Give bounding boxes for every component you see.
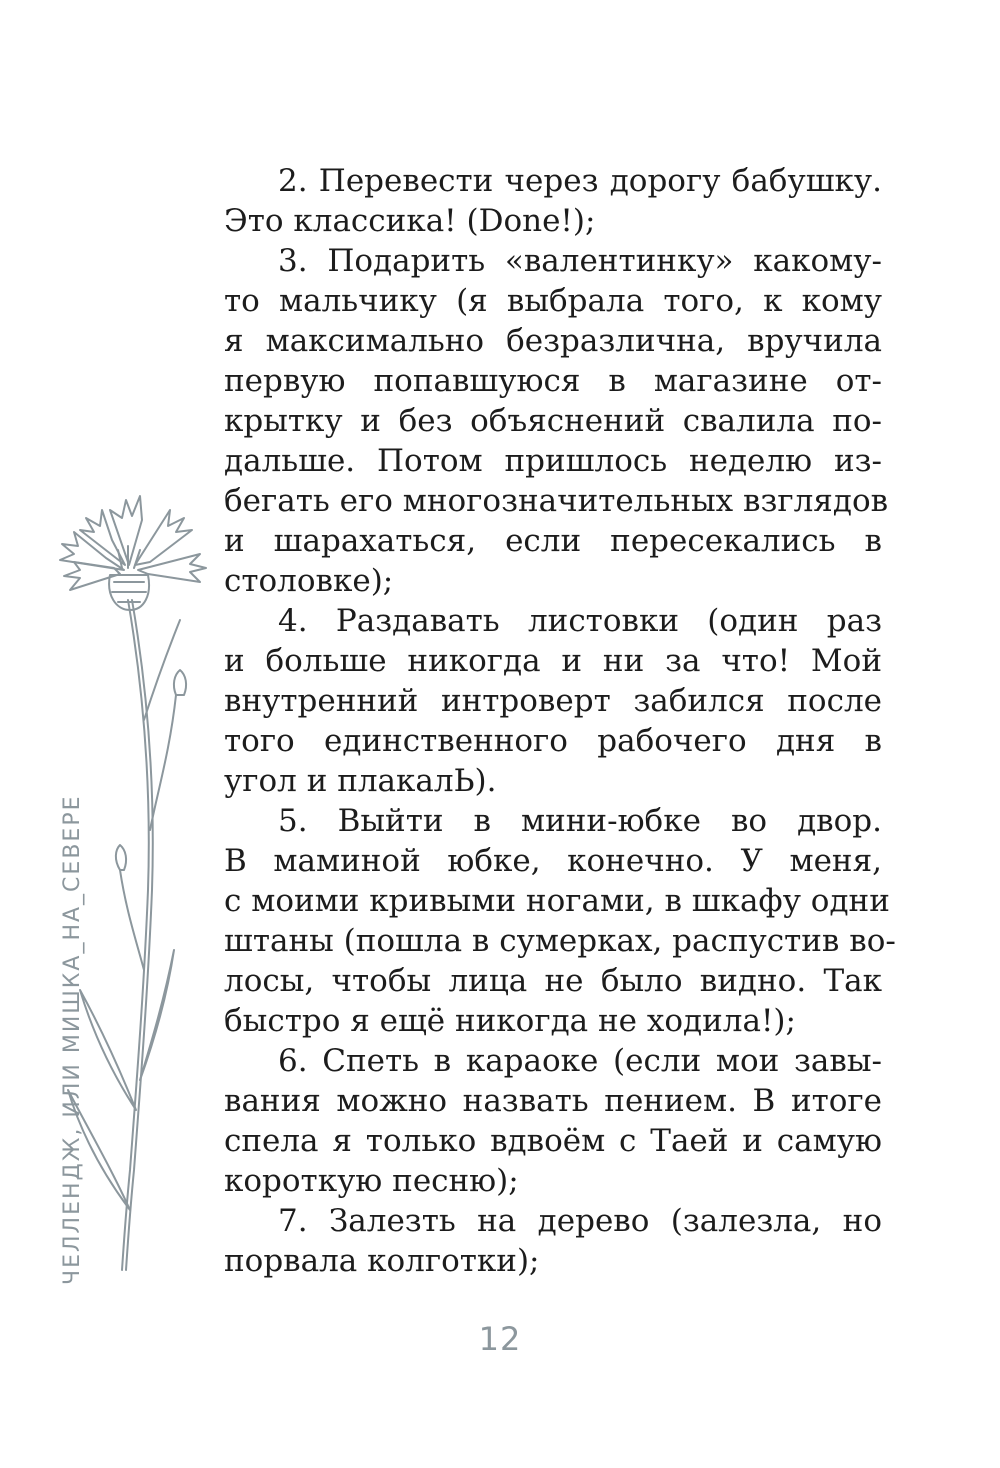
text-line: порвала колготки); xyxy=(224,1243,540,1279)
text-line: быстро я ещё никогда не ходила!); xyxy=(224,1003,796,1039)
page-number: 12 xyxy=(478,1320,522,1358)
text-line: короткую песню); xyxy=(224,1163,519,1199)
text-line: 2. Перевести через дорогу бабушку. xyxy=(278,163,882,199)
text-line: 7. Залезть на дерево (залезла, но xyxy=(278,1203,882,1239)
text-line: 6. Спеть в караоке (если мои завы- xyxy=(278,1043,882,1079)
text-line: дальше. Потом пришлось неделю из- xyxy=(224,443,882,479)
text-line: с моими кривыми ногами, в шкафу одни xyxy=(224,883,890,919)
text-line: внутренний интроверт забился после xyxy=(224,683,882,719)
text-line: то мальчику (я выбрала того, к кому xyxy=(224,283,882,319)
text-line: Это классика! (Done!); xyxy=(224,203,596,239)
text-line: угол и плакалЬ). xyxy=(224,763,497,799)
text-line: спела я только вдвоём с Таей и самую xyxy=(224,1123,882,1159)
text-line: В маминой юбке, конечно. У меня, xyxy=(224,843,882,879)
text-line: и шарахаться, если пересекались в xyxy=(224,523,882,559)
text-line: 3. Подарить «валентинку» какому- xyxy=(278,243,882,279)
text-line: лосы, чтобы лица не было видно. Так xyxy=(224,963,882,999)
running-head: ЧЕЛЛЕНДЖ, ИЛИ МИШКА_НА_СЕВЕРЕ xyxy=(60,794,85,1285)
text-line: крытку и без объяснений свалила по- xyxy=(224,403,882,439)
text-line: первую попавшуюся в магазине от- xyxy=(224,363,882,399)
text-line: штаны (пошла в сумерках, распустив во- xyxy=(224,923,896,959)
text-line: того единственного рабочего дня в xyxy=(224,723,882,759)
text-line: столовке); xyxy=(224,563,394,599)
text-line: и больше никогда и ни за что! Мой xyxy=(224,643,882,679)
text-line: бегать его многозначительных взглядов xyxy=(224,483,889,519)
text-line: 4. Раздавать листовки (один раз xyxy=(278,603,882,639)
body-text xyxy=(224,161,896,1281)
text-line: 5. Выйти в мини-юбке во двор. xyxy=(278,803,882,839)
text-line: вания можно назвать пением. В итоге xyxy=(224,1083,882,1119)
text-line: я максимально безразлична, вручила xyxy=(224,323,882,359)
